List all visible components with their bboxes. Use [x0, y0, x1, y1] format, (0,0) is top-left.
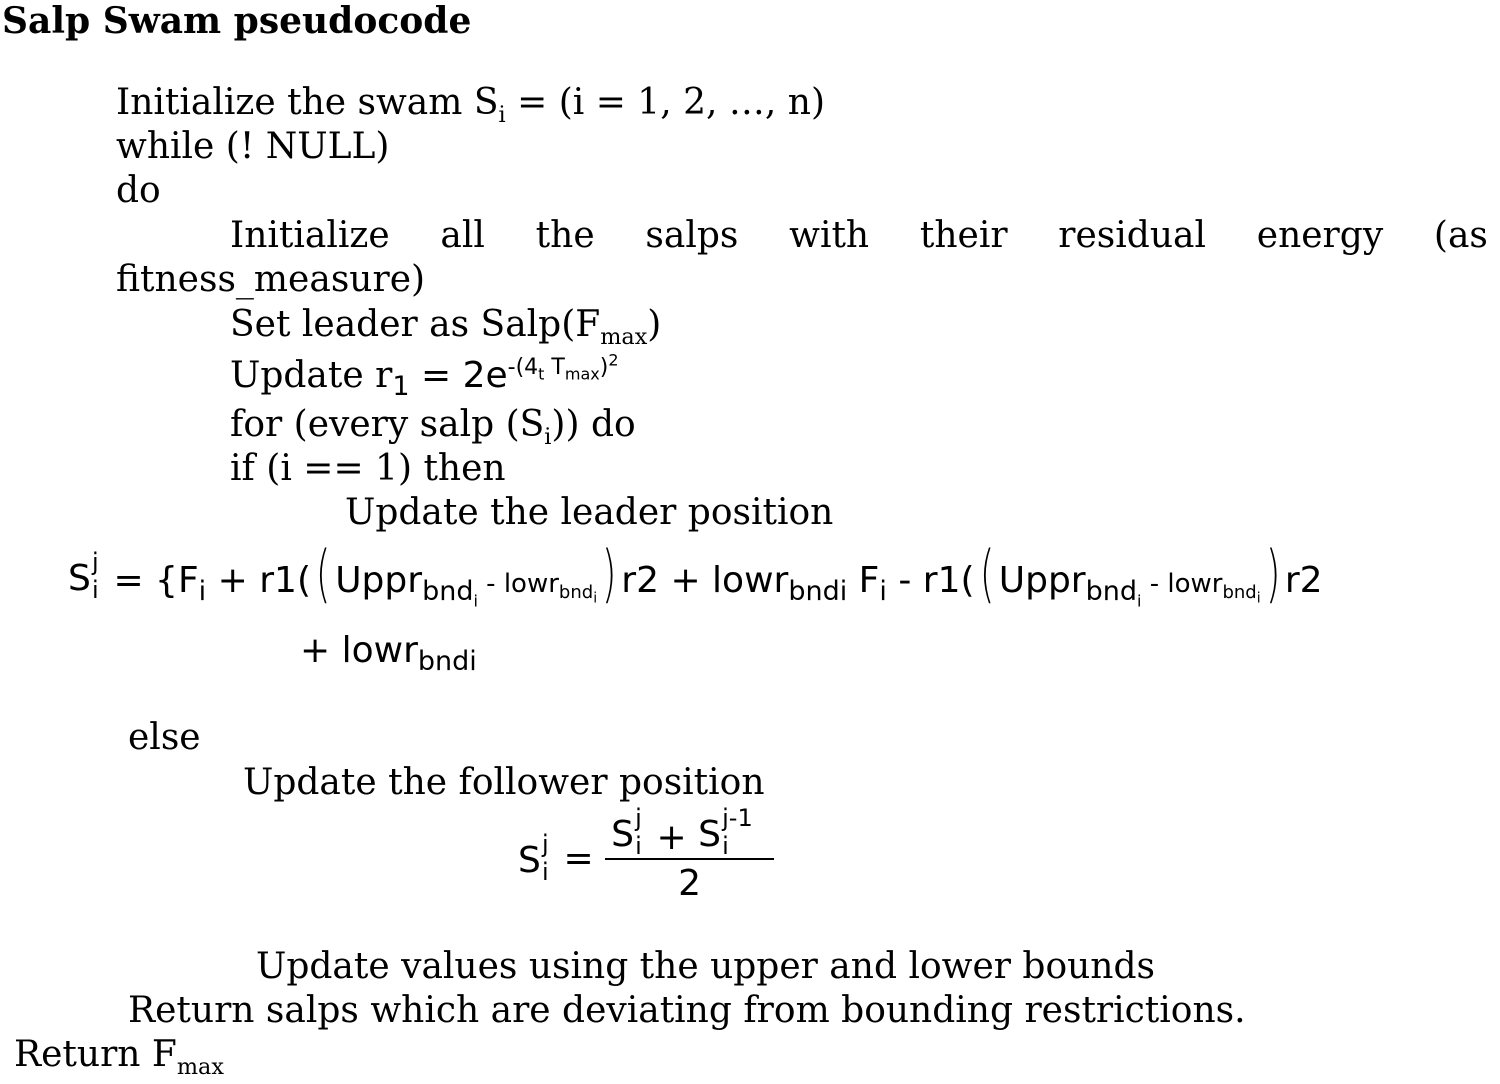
else-line: else: [128, 717, 201, 758]
leader-equation-continuation: + lowr$_{bndi}$: [300, 630, 477, 678]
while-line: while (! NULL): [116, 126, 390, 167]
init-salps-line: Initialize all the salps with their residual energy (as: [230, 215, 1488, 256]
update-follower-line: Update the follower position: [243, 762, 765, 803]
for-line: for (every salp $(S_i)$) do: [230, 404, 636, 451]
follower-fraction: S j i + S j-1 i 2: [605, 815, 774, 905]
update-r1-line: Update $r_1 = 2e^{-(4_t T_{max})^2}$: [230, 350, 619, 403]
set-leader-line: Set leader as $Salp(F_{max})$: [230, 304, 662, 351]
return-fmax-line: Return $F_{max}$: [14, 1034, 224, 1081]
update-values-line: Update values using the upper and lower bounds: [256, 946, 1156, 987]
leader-position-equation: S j i = {$F_i + r1$(( Uppr$_{bnd_i}$ - lowr$_{bnd_i}$) r2 + lowr$_{bndi}$ $F_i - r1$(( Uppr$_{bnd_i}$ - lowr$_{bnd_i}$) r2: [68, 537, 1323, 611]
init-swarm-line: Initialize the swam $S_i = (i = 1$, 2, …, n): [116, 82, 825, 129]
init-salps-continuation: fitness_measure): [116, 259, 426, 300]
update-leader-line: Update the leader position: [345, 492, 834, 533]
s-ij-symbol: S j i: [518, 829, 549, 886]
return-salps-line: Return salps which are deviating from bounding restrictions.: [128, 990, 1246, 1031]
follower-position-equation: S j i = S j i + S j-1 i 2: [518, 815, 774, 905]
do-line: do: [116, 170, 161, 211]
page-title: Salp Swam pseudocode: [2, 0, 472, 42]
if-line: if (i == 1) then: [230, 448, 506, 489]
s-ij-symbol: S j i: [68, 548, 99, 604]
